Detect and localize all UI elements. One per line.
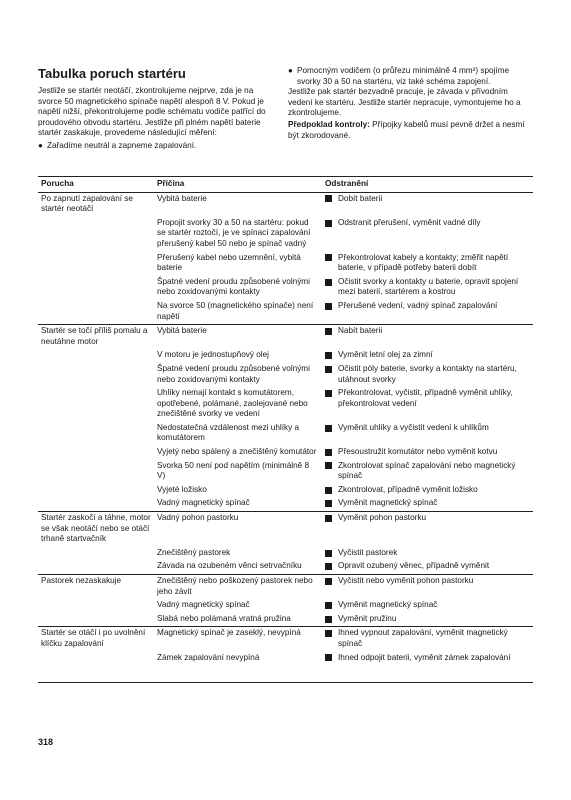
remedy-text: Přesoustružit komutátor nebo vyměnit kotvu bbox=[338, 447, 498, 457]
intro-left-column bbox=[38, 86, 270, 152]
remedy-text: Očistit póly baterie, svorky a kontakty na startéru, utáhnout svorky bbox=[338, 363, 517, 384]
remedy-item bbox=[325, 277, 530, 298]
remedy-text: Dobít baterii bbox=[338, 193, 383, 203]
table-row bbox=[38, 627, 533, 652]
table-row bbox=[38, 652, 533, 666]
fault-cell bbox=[38, 613, 154, 627]
table-row bbox=[38, 460, 533, 484]
cause-cell: Závada na ozubeném věnci setrvačníku bbox=[157, 561, 302, 571]
fault-cell bbox=[38, 217, 154, 252]
remedy-cell bbox=[322, 300, 533, 325]
fault-cell bbox=[38, 252, 154, 276]
fault-cell: Pastorek nezaskakuje bbox=[38, 575, 154, 600]
cause-cell: Zámek zapalování nevypíná bbox=[157, 652, 260, 662]
remedy-text: Vyměnit uhlíky a vyčistit vedení k uhlíkům bbox=[338, 422, 489, 432]
remedy-item bbox=[325, 548, 530, 559]
remedy-text: Překontrolovat kabely a kontakty; změřit napětí baterie, v případě potřeby baterii dobít bbox=[338, 252, 509, 273]
square-bullet-icon bbox=[325, 616, 332, 623]
prerequisite-note bbox=[288, 120, 531, 141]
fault-cell bbox=[38, 547, 154, 561]
cause-cell: Přerušený kabel nebo uzemnění, vybitá baterie bbox=[157, 252, 301, 273]
remedy-cell bbox=[322, 325, 533, 350]
table-row bbox=[38, 192, 533, 217]
remedy-text: Vyměnit letní olej za zimní bbox=[338, 350, 433, 360]
square-bullet-icon bbox=[325, 563, 332, 570]
remedy-text: Vyměnit magnetický spínač bbox=[338, 498, 438, 508]
fault-cell: Startér zaskočí a táhne, motor se však neotáčí nebo se otáčí trhaně startvačník bbox=[38, 512, 154, 547]
fault-cell bbox=[38, 363, 154, 387]
page-title: Tabulka poruch startéru bbox=[38, 66, 186, 81]
remedy-item bbox=[325, 576, 530, 587]
fault-cell bbox=[38, 300, 154, 325]
square-bullet-icon bbox=[325, 366, 332, 373]
remedy-item bbox=[325, 461, 530, 482]
square-bullet-icon bbox=[325, 515, 332, 522]
cause-cell: Znečištěný pastorek bbox=[157, 547, 231, 557]
remedy-item bbox=[325, 447, 530, 458]
header-cause: Příčina bbox=[154, 177, 322, 193]
table-row bbox=[38, 217, 533, 252]
table-row bbox=[38, 446, 533, 460]
remedy-cell bbox=[322, 276, 533, 300]
cause-cell: Svorka 50 není pod napětím (minimálně 8 V) bbox=[157, 460, 310, 481]
fault-cell: Po zapnutí zapalování se startér neotáčí bbox=[41, 193, 133, 214]
cause-cell: Vybitá baterie bbox=[154, 325, 322, 350]
bullet-text: Zařadíme neutrál a zapneme zapalování. bbox=[47, 140, 197, 150]
remedy-cell bbox=[322, 652, 533, 666]
remedy-text: Nabít baterii bbox=[338, 326, 383, 336]
remedy-cell bbox=[322, 547, 533, 561]
remedy-item bbox=[325, 653, 530, 664]
remedy-text: Vyměnit pohon pastorku bbox=[338, 513, 426, 523]
remedy-item bbox=[325, 194, 530, 205]
table-row bbox=[38, 363, 533, 387]
square-bullet-icon bbox=[325, 195, 332, 202]
table-row bbox=[38, 547, 533, 561]
cause-cell: Vyjeté ložisko bbox=[157, 484, 207, 494]
prerequisite-label: Předpoklad kontroly: bbox=[288, 119, 370, 129]
remedy-cell bbox=[322, 497, 533, 511]
square-bullet-icon bbox=[325, 487, 332, 494]
square-bullet-icon bbox=[325, 602, 332, 609]
intro-right-column bbox=[288, 66, 531, 141]
fault-cell bbox=[38, 599, 154, 613]
square-bullet-icon bbox=[325, 279, 332, 286]
fault-cell bbox=[38, 387, 154, 422]
table-row bbox=[38, 560, 533, 574]
fault-cell bbox=[38, 422, 154, 446]
fault-table bbox=[38, 176, 533, 665]
remedy-text: Překontrolovat, vyčistit, případně vyměnit uhlíky, překontrolovat vedení bbox=[338, 388, 513, 408]
fault-cell bbox=[38, 349, 154, 363]
cause-cell: Špatné vedení proudu způsobené volnými nebo zoxidovanými kontakty bbox=[157, 276, 310, 297]
remedy-cell bbox=[322, 192, 533, 217]
fault-cell bbox=[38, 446, 154, 460]
cause-cell: Slabá nebo polámaná vratná pružina bbox=[157, 613, 291, 623]
square-bullet-icon bbox=[325, 220, 332, 227]
bottom-divider bbox=[38, 682, 533, 683]
square-bullet-icon bbox=[325, 550, 332, 557]
remedy-text: Vyčistit pastorek bbox=[338, 547, 398, 557]
cause-cell: Vyjetý nebo spálený a znečištěný komutátor bbox=[157, 447, 317, 457]
remedy-cell bbox=[322, 560, 533, 574]
intro-paragraph: Jestliže se startér neotáčí, zkontrolujeme nejprve, zda je na svorce 50 magnetického spínače napětí alespoň 8 V. Pokud je napětí nižší, překontrolujeme podle schématu vodiče patřící do proudového obvodu startéru. Jestliže při plném napětí baterie startér zaskakuje, provedeme následující měření: bbox=[38, 86, 266, 138]
table-row bbox=[38, 422, 533, 446]
remedy-item bbox=[325, 498, 530, 509]
remedy-text: Zkontrolovat spínač zapalování nebo magnetický spínač bbox=[338, 460, 516, 481]
square-bullet-icon bbox=[325, 425, 332, 432]
cause-cell: Vadný pohon pastorku bbox=[154, 512, 322, 547]
cause-cell: Uhlíky nemají kontakt s komutátorem, opotřebené, polámané, zaolejované nebo znečištěné svorky ve vedení bbox=[157, 388, 308, 419]
remedy-text: Zkontrolovat, případně vyměnit ložisko bbox=[338, 484, 478, 494]
remedy-item bbox=[325, 561, 530, 572]
remedy-item bbox=[325, 218, 530, 229]
remedy-cell bbox=[322, 217, 533, 252]
remedy-text: Opravit ozubený věnec, případně vyměnit bbox=[338, 561, 490, 571]
square-bullet-icon bbox=[325, 578, 332, 585]
table-row bbox=[38, 387, 533, 422]
header-fault: Porucha bbox=[38, 177, 154, 193]
cause-cell: Znečištěný nebo poškozený pastorek nebo jeho závit bbox=[154, 575, 322, 600]
remedy-item bbox=[325, 253, 530, 274]
cause-cell: V motoru je jednostupňový olej bbox=[157, 350, 269, 360]
fault-cell bbox=[38, 497, 154, 511]
bullet-item bbox=[38, 141, 270, 152]
cause-cell: Propojit svorky 30 a 50 na startéru: pokud se startér roztočí, je ve spínací zapalování přerušený kabel 50 nebo je spínač vadný bbox=[157, 217, 311, 248]
remedy-cell bbox=[322, 627, 533, 652]
remedy-item bbox=[325, 350, 530, 361]
square-bullet-icon bbox=[325, 328, 332, 335]
remedy-cell bbox=[322, 422, 533, 446]
square-bullet-icon bbox=[325, 352, 332, 359]
remedy-text: Vyměnit magnetický spínač bbox=[338, 600, 438, 610]
remedy-cell bbox=[322, 363, 533, 387]
remedy-item bbox=[325, 485, 530, 496]
table-row bbox=[38, 613, 533, 627]
fault-cell bbox=[38, 276, 154, 300]
remedy-cell bbox=[322, 613, 533, 627]
fault-cell bbox=[38, 484, 154, 498]
bullet-dot-icon: ● bbox=[288, 66, 293, 75]
bullet-item bbox=[288, 66, 531, 87]
square-bullet-icon bbox=[325, 449, 332, 456]
remedy-item bbox=[325, 364, 530, 385]
remedy-item bbox=[325, 628, 530, 649]
table-row bbox=[38, 484, 533, 498]
remedy-cell bbox=[322, 512, 533, 547]
remedy-item bbox=[325, 326, 530, 337]
fault-cell bbox=[38, 560, 154, 574]
square-bullet-icon bbox=[325, 462, 332, 469]
table-row bbox=[38, 252, 533, 276]
remedy-item bbox=[325, 600, 530, 611]
remedy-text: Přerušené vedení, vadný spínač zapalování bbox=[338, 300, 498, 310]
table-row bbox=[38, 300, 533, 325]
square-bullet-icon bbox=[325, 500, 332, 507]
remedy-item bbox=[325, 513, 530, 524]
remedy-item bbox=[325, 423, 530, 434]
remedy-text: Vyměnit pružinu bbox=[338, 613, 397, 623]
remedy-text: Ihned odpojit baterii, vyměnit zámek zapalování bbox=[338, 652, 511, 662]
remedy-cell bbox=[322, 349, 533, 363]
square-bullet-icon bbox=[325, 254, 332, 261]
cause-cell: Magnetický spínač je zaseklý, nevypíná bbox=[154, 627, 322, 652]
intro-paragraph-2: Jestliže pak startér bezvadně pracuje, je závada v přívodním vedení ke startéru. Jestliže startér nepracuje, vymontujeme ho a zkontrolujeme. bbox=[288, 87, 521, 118]
bullet-dot-icon: ● bbox=[38, 140, 43, 150]
remedy-text: Vyčistit nebo vyměnit pohon pastorku bbox=[338, 576, 474, 585]
square-bullet-icon bbox=[325, 630, 332, 637]
fault-cell bbox=[38, 652, 154, 666]
cause-cell: Vadný magnetický spínač bbox=[157, 600, 250, 610]
remedy-cell bbox=[322, 446, 533, 460]
fault-table-body bbox=[38, 192, 533, 665]
cause-cell: Vadný magnetický spínač bbox=[157, 498, 250, 508]
square-bullet-icon bbox=[325, 654, 332, 661]
remedy-text: Ihned vypnout zapalování, vyměnit magnetický spínač bbox=[338, 628, 508, 648]
bullet-text: Pomocným vodičem (o průřezu minimálně 4 mm²) spojíme svorky 30 a 50 na startéru, viz také schéma zapojení. bbox=[297, 66, 510, 86]
fault-cell bbox=[38, 460, 154, 484]
table-header-row bbox=[38, 177, 533, 193]
remedy-cell bbox=[322, 387, 533, 422]
remedy-cell bbox=[322, 484, 533, 498]
remedy-item bbox=[325, 388, 530, 409]
table-row bbox=[38, 276, 533, 300]
table-row bbox=[38, 575, 533, 600]
table-row bbox=[38, 497, 533, 511]
remedy-cell bbox=[322, 599, 533, 613]
remedy-cell bbox=[322, 460, 533, 484]
table-row bbox=[38, 349, 533, 363]
fault-cell: Startér se otáčí i po uvolnění klíčku zapalování bbox=[38, 627, 154, 652]
table-row bbox=[38, 512, 533, 547]
remedy-cell bbox=[322, 252, 533, 276]
remedy-item bbox=[325, 614, 530, 625]
page-number: 318 bbox=[38, 737, 54, 747]
square-bullet-icon bbox=[325, 390, 332, 397]
fault-cell: Startér se točí příliš pomalu a neutáhne motor bbox=[38, 325, 154, 350]
header-remedy: Odstranění bbox=[322, 177, 533, 193]
remedy-text: Odstranit přerušení, vyměnit vadné díly bbox=[338, 217, 481, 227]
cause-cell: Na svorce 50 (magnetického spínače) není napětí bbox=[157, 300, 314, 321]
remedy-text: Očistit svorky a kontakty u baterie, opravit spojení mezi baterií, startérem a kostrou bbox=[338, 276, 519, 297]
cause-cell: Špatné vedení proudu způsobené volnými nebo zoxidovanými kontakty bbox=[157, 363, 310, 384]
remedy-cell bbox=[322, 575, 533, 600]
cause-cell: Nedostatečná vzdálenost mezi uhlíky a komutátorem bbox=[157, 422, 299, 443]
prerequisite-text: Přípojky kabelů musí pevně držet a nesmí být zkorodované. bbox=[288, 119, 525, 140]
table-row bbox=[38, 325, 533, 350]
table-row bbox=[38, 599, 533, 613]
square-bullet-icon bbox=[325, 303, 332, 310]
remedy-item bbox=[325, 301, 530, 312]
cause-cell: Vybitá baterie bbox=[157, 193, 207, 203]
